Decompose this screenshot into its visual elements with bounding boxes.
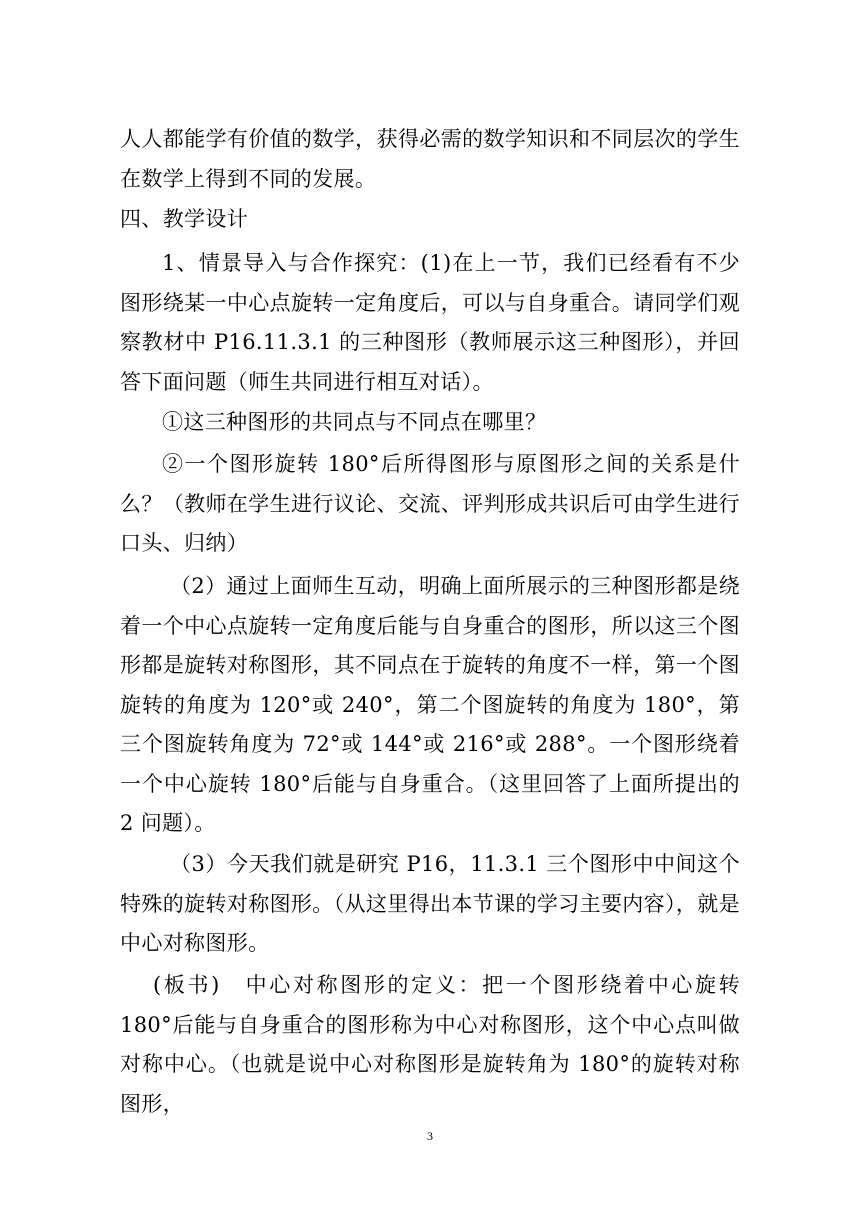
paragraph-question-1: ①这三种图形的共同点与不同点在哪里？ [162,410,547,434]
paragraph-part-3: （3）今天我们就是研究 P16，11.3.1 三个图形中中间这个特殊的旋转对称图形。（从这里得出本节课的学习主要内容），就是中心对称图形。 [120,852,740,955]
paragraph-question-2: ②一个图形旋转 180°后所得图形与原图形之间的关系是什么？（教师在学生进行议论、交流、评判形成共识后可由学生进行口头、归纳） [120,452,740,555]
paragraph-intro-continuation: 人人都能学有价值的数学，获得必需的数学知识和不同层次的学生在数学上得到不同的发展。 [120,127,740,191]
page-number: 3 [427,1129,433,1143]
paragraph-part-2: （2）通过上面师生互动，明确上面所展示的三种图形都是绕着一个中心点旋转一定角度后能与自身重合的图形，所以这三个图形都是旋转对称图形，其不同点在于旋转的角度不一样，第一个图旋转的角度为 120°或 240°，第二个图旋转的角度为 180°，第三个图旋转角度为 72°或 144°或 216°或 288°。一个图形绕着一个中心旋转 180°后能与自身重合。（这里回答了上面所提出的 2 问题）。 [120,574,740,835]
paragraph-board-definition: (板书) 中心对称图形的定义：把一个图形绕着中心旋转 180°后能与自身重合的图形称为中心对称图形，这个中心点叫做对称中心。（也就是说中心对称图形是旋转角为 180°的旋转对称图形， [120,973,740,1116]
paragraph-scenario-introduction: 1、情景导入与合作探究：(1)在上一节，我们已经看有不少图形绕某一中心点旋转一定角度后，可以与自身重合。请同学们观察教材中 P16.11.3.1 的三种图形（教师展示这三种图形），并回答下面问题（师生共同进行相互对话）。 [120,251,740,394]
section-heading-teaching-design: 四、教学设计 [120,207,249,231]
